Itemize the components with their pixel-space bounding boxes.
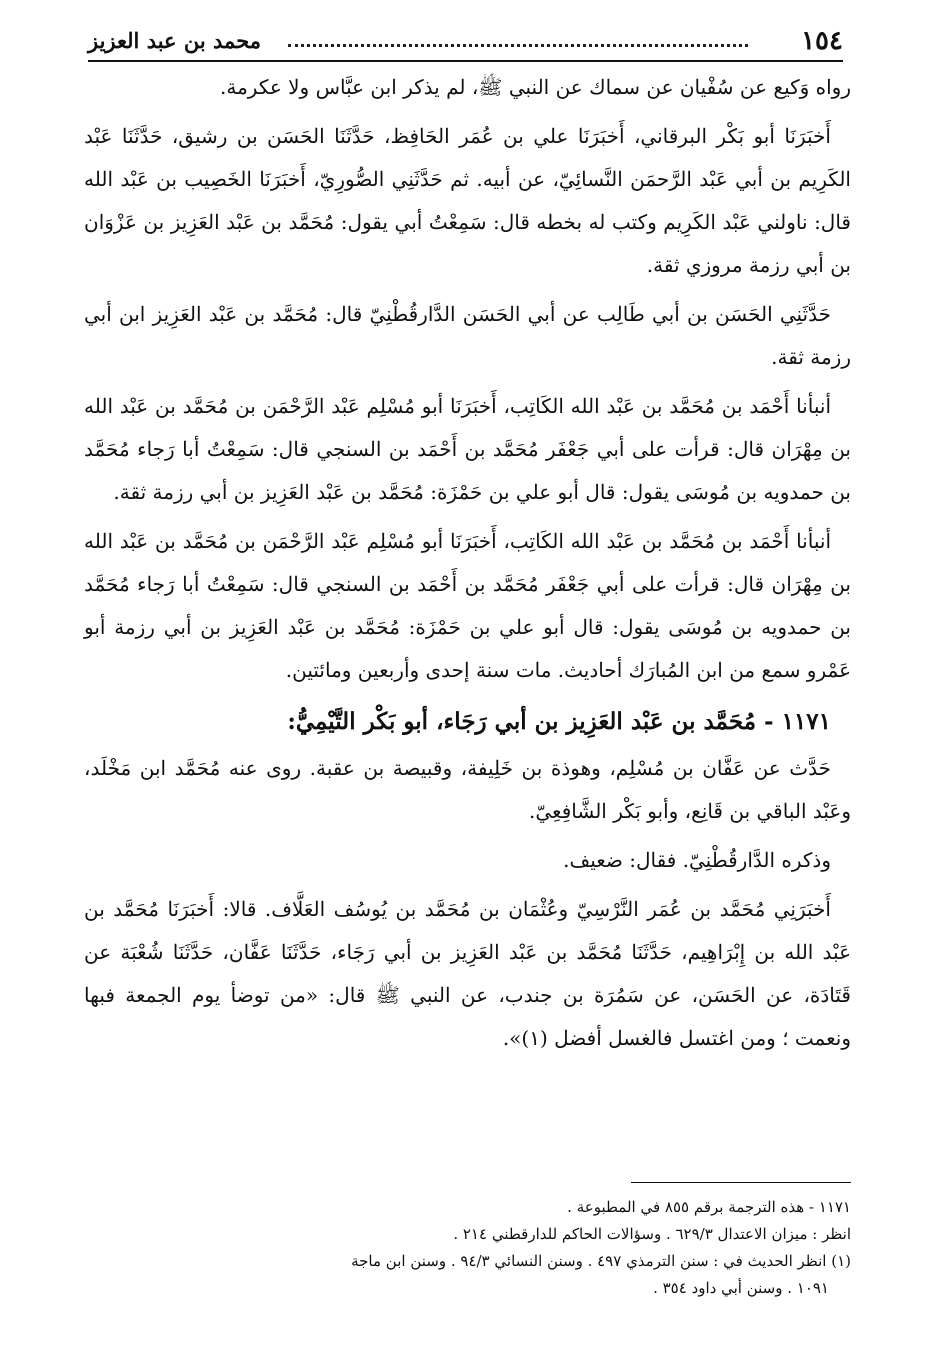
entry-heading: ١١٧١ - مُحَمَّد بن عَبْد العَزِيز بن أبي رَجَاء، أبو بَكْر التَّيْمِيُّ: bbox=[287, 708, 831, 735]
paragraph: رواه وَكيع عن سُفْيان عن سماك عن النبي ﷺ، لم يذكر ابن عبَّاس ولا عكرمة. bbox=[219, 75, 851, 99]
entry-paragraph: حَدَّث عن عَفَّان بن مُسْلِم، وهوذة بن خَلِيفة، وقبيصة بن عقبة. روى عنه مُحَمَّد ابن مَخْلَد، وعَبْد الباقي بن قَانِع، وأبو بَكْر الشَّافِعِيّ. bbox=[84, 756, 851, 823]
footnotes bbox=[100, 1194, 851, 1302]
entry-paragraph: أَخبَرَنِي مُحَمَّد بن عُمَر النَّرْسِيّ وعُثْمَان بن مُحَمَّد بن يُوسُف العَلَّاف. قالا: أَخبَرَنَا مُحَمَّد بن عَبْد الله بن إِبْرَاهِيم، حَدَّثَنَا مُحَمَّد بن عَبْد العَزِيز بن أبي رَجَاء، حَدَّثَنَا عَفَّان، حَدَّثَنَا شُعْبَة عن قَتَادَة، عن الحَسَن، عن سَمُرَة بن جندب، عن النبي ﷺ قال: «من توضأ يوم الجمعة فبها ونعمت ؛ ومن اغتسل فالغسل أفضل (١)». bbox=[84, 897, 851, 1050]
paragraph: أنبأنا أَحْمَد بن مُحَمَّد بن عَبْد الله الكَاتِب، أَخبَرَنَا أبو مُسْلِم عَبْد الرَّحْمَن بن مُحَمَّد بن عَبْد الله بن مِهْرَان قال: قرأت على أبي جَعْفَر مُحَمَّد بن أَحْمَد بن السنجي قال: سَمِعْتُ أبا رَجاء مُحَمَّد بن حمدويه بن مُوسَى يقول: قال أبو علي بن حَمْزَة: مُحَمَّد بن عَبْد العَزِيز بن أبي رزمة أبو عَمْرو سمع من ابن المُبارَك أحاديث. مات سنة إحدى وأربعين ومائتين. bbox=[84, 529, 851, 682]
main-text bbox=[84, 66, 851, 1066]
paragraph: حَدَّثَنِي الحَسَن بن أبي طَالِب عن أبي الحَسَن الدَّارقُطْنِيّ قال: مُحَمَّد بن عَبْد العَزِيز ابن أبي رزمة ثقة. bbox=[84, 302, 851, 369]
footnote: ١١٧١ - هذه الترجمة برقم ٨٥٥ في المطبوعة . bbox=[567, 1198, 851, 1216]
footnote-divider bbox=[631, 1182, 851, 1183]
running-title: محمد بن عبد العزيز bbox=[88, 28, 262, 53]
page-number: ١٥٤ bbox=[801, 26, 843, 56]
entry-paragraph: وذكره الدَّارقُطْنِيّ. فقال: ضعيف. bbox=[563, 848, 831, 872]
paragraph: أَخبَرَنَا أبو بَكْر البرقاني، أَخبَرَنَا علي بن عُمَر الحَافِظ، حَدَّثَنَا الحَسَن بن رشيق، حَدَّثَنَا عَبْد الكَرِيم بن أبي عَبْد الرَّحمَن النَّسائِيّ، عن أبيه. ثم حَدَّثَنِي الصُّورِيّ، أَخبَرَنَا الخَصِيب بن عَبْد الله قال: ناولني عَبْد الكَرِيم وكتب له بخطه قال: سَمِعْتُ أبي يقول: مُحَمَّد بن عَبْد العَزِيز بن عَزْوَان بن أبي رزمة مروزي ثقة. bbox=[84, 124, 851, 277]
header-leader-dots bbox=[288, 44, 748, 47]
paragraph: أنبأنا أَحْمَد بن مُحَمَّد بن عَبْد الله الكَاتِب، أَخبَرَنَا أبو مُسْلِم عَبْد الرَّحْمَن بن مُحَمَّد بن عَبْد الله بن مِهْرَان قال: قرأت على أبي جَعْفَر مُحَمَّد بن أَحْمَد بن السنجي قال: سَمِعْتُ أبا رَجاء مُحَمَّد بن حمدويه بن مُوسَى يقول: قال أبو علي بن حَمْزَة: مُحَمَّد بن عَبْد العَزِيز بن أبي رزمة ثقة. bbox=[84, 394, 851, 504]
footnote: انظر : ميزان الاعتدال ٦٢٩/٣ . وسؤالات الحاكم للدارقطني ٢١٤ . bbox=[453, 1225, 851, 1243]
footnote: (١) انظر الحديث في : سنن الترمذي ٤٩٧ . وسنن النسائي ٩٤/٣ . وسنن ابن ماجة bbox=[351, 1252, 851, 1270]
page-header bbox=[88, 26, 843, 62]
footnote: ١٠٩١ . وسنن أبي داود ٣٥٤ . bbox=[653, 1279, 829, 1297]
